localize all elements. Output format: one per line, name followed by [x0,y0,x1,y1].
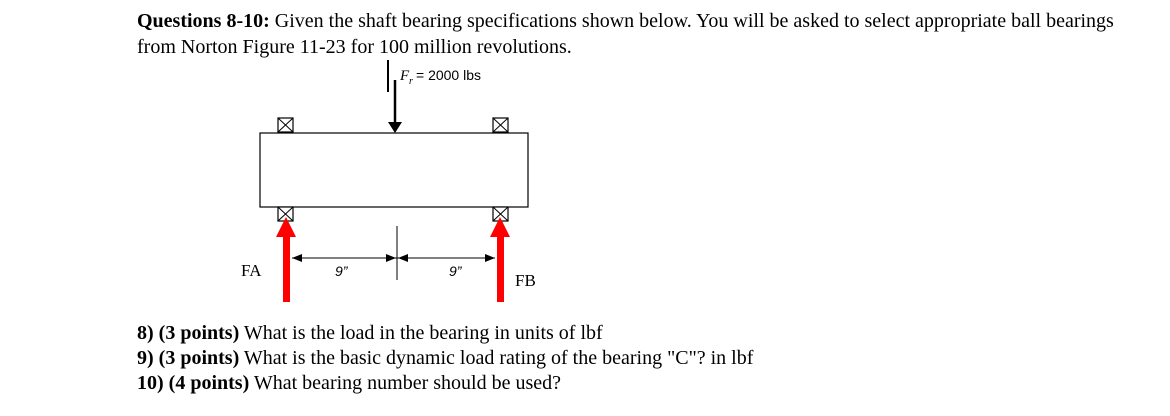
reaction-arrow-a [276,217,296,302]
reaction-a-label: FA [241,261,262,280]
shaft-body [260,133,528,207]
question-9-text: What is the basic dynamic load rating of the bearing "C"? in lbf [239,347,754,369]
bearing-top-left [278,118,293,132]
applied-force-subscript: r [409,76,413,87]
applied-force-arrowhead [388,122,402,133]
question-10-label: 10) (4 points) [137,372,250,394]
question-10 [137,371,753,396]
question-9-label: 9) (3 points) [137,347,240,369]
question-8-label: 8) (3 points) [137,322,240,344]
bearing-top-right [493,118,508,132]
heading-text: Given the shaft bearing specifications shown below. You will be asked to select appropriate ball bearings from Norton Figure 11-23 for 100 million revolutions. [137,10,1114,58]
question-10-text: What bearing number should be used? [249,372,562,394]
dimension-arrowhead-right-end [485,254,495,262]
reaction-b-label: FB [515,271,536,290]
question-8-text: What is the load in the bearing in units of lbf [239,322,603,344]
dimension-arrowhead-left-end [386,254,396,262]
dimension-left-label: 9” [335,263,348,279]
applied-force-label: = 2000 lbs [416,67,481,83]
dimension-right-label: 9” [449,263,462,279]
dimension-arrowhead-right-start [398,254,408,262]
dimension-arrowhead-left-start [292,254,302,262]
heading-label: Questions 8-10: [137,10,270,32]
question-8 [137,321,753,346]
applied-force-symbol: F [400,68,410,84]
questions-list [137,321,753,396]
question-9 [137,346,753,371]
reaction-arrow-b [490,217,510,302]
